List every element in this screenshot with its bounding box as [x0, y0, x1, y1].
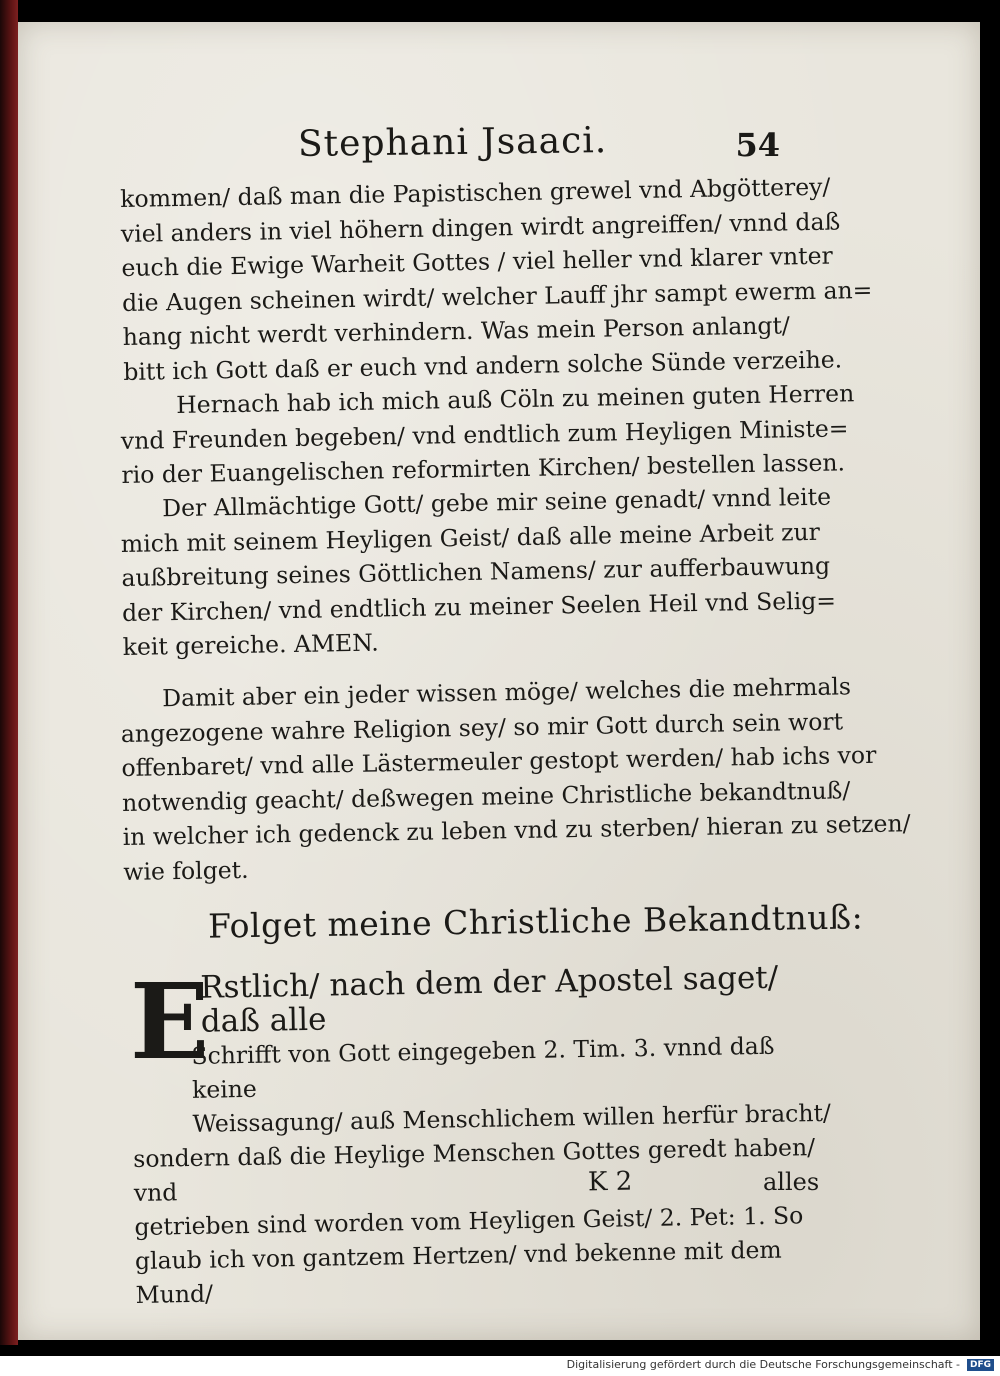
text-line: getrieben sind worden vom Heyligen Geist/ 2. Pet: 1. So	[134, 1201, 804, 1241]
running-title: Stephani Jsaaci.	[297, 120, 608, 165]
text-line: euch die Ewige Warheit Gottes / viel heller vnd klarer vnter	[121, 241, 833, 282]
funding-credit: Digitalisierung gefördert durch die Deutsche Forschungsgemeinschaft -	[566, 1358, 960, 1371]
text-line: Schrifft von Gott eingegeben 2. Tim. 3. vnnd daß keine	[191, 1031, 775, 1104]
text-line: glaub ich von gantzem Hertzen/ vnd bekenne mit dem Mund/	[134, 1235, 782, 1309]
paragraph-1	[120, 170, 873, 389]
catchword: alles	[763, 1168, 820, 1196]
book-edge	[0, 0, 18, 1345]
paragraph-3	[120, 480, 837, 665]
text-line: viel anders in viel höhern dingen wirdt angreiffen/ vnnd daß	[120, 206, 841, 248]
text-line: Weissagung/ auß Menschlichem willen herfür bracht/	[192, 1098, 832, 1138]
text-line: notwendig geacht/ deßwegen meine Christliche bekandtnuß/	[121, 775, 851, 817]
text-line: Hernach hab ich mich auß Cöln zu meinen guten Herren	[176, 379, 855, 420]
text-line: Der Allmächtige Gott/ gebe mir seine genadt/ vnnd leite	[162, 482, 832, 523]
text-line: in welcher ich gedenck zu leben vnd zu sterben/ hieran zu setzen/	[122, 809, 911, 851]
text-line: angezogene wahre Religion sey/ so mir Gott durch sein wort	[120, 706, 844, 748]
text-line: hang nicht werdt verhindern. Was mein Person anlangt/	[122, 311, 791, 351]
text-line: bitt ich Gott daß er euch vnd andern solche Sünde verzeihe.	[123, 344, 843, 386]
text-line: der Kirchen/ vnd endtlich zu meiner Seelen Heil vnd Selig=	[121, 586, 837, 627]
footer-bar	[0, 1356, 1000, 1376]
decorated-initial: E	[130, 960, 210, 1083]
text-line: kommen/ daß man die Papistischen grewel vnd Abgötterey/	[120, 172, 831, 213]
section-heading: Folget meine Christliche Bekandtnuß:	[207, 897, 864, 946]
text-line: offenbaret/ vnd alle Lästermeuler gestopt werden/ hab ichs vor	[121, 740, 877, 782]
text-line: die Augen scheinen wirdt/ welcher Lauff jhr sampt ewerm an=	[121, 275, 873, 317]
book-page	[18, 22, 980, 1340]
text-line: keit gereiche. AMEN.	[122, 628, 379, 661]
dfg-logo: DFG	[967, 1359, 994, 1371]
folio-number: 54	[735, 126, 780, 164]
signature-mark: K 2	[587, 1166, 633, 1198]
text-line: sondern daß die Heylige Menschen Gottes geredt haben/ vnd	[133, 1133, 816, 1207]
text-line: wie folget.	[123, 855, 249, 886]
text-line: Rstlich/ nach dem der Apostel saget/ daß alle	[199, 959, 779, 1040]
paragraph-4	[120, 670, 911, 889]
paragraph-2	[120, 377, 855, 493]
creed-paragraph	[130, 960, 836, 1312]
page-header	[18, 122, 980, 182]
text-line: außbreitung seines Göttlichen Namens/ zur aufferbauwung	[121, 551, 831, 592]
text-line: Damit aber ein jeder wissen möge/ welches die mehrmals	[162, 672, 852, 713]
text-line: vnd Freunden begeben/ vnd endtlich zum Heyligen Ministe=	[120, 413, 849, 455]
text-line: rio der Euangelischen reformirten Kirchen/ bestellen lassen.	[121, 448, 846, 489]
text-line: mich mit seinem Heyligen Geist/ daß alle meine Arbeit zur	[120, 517, 821, 558]
